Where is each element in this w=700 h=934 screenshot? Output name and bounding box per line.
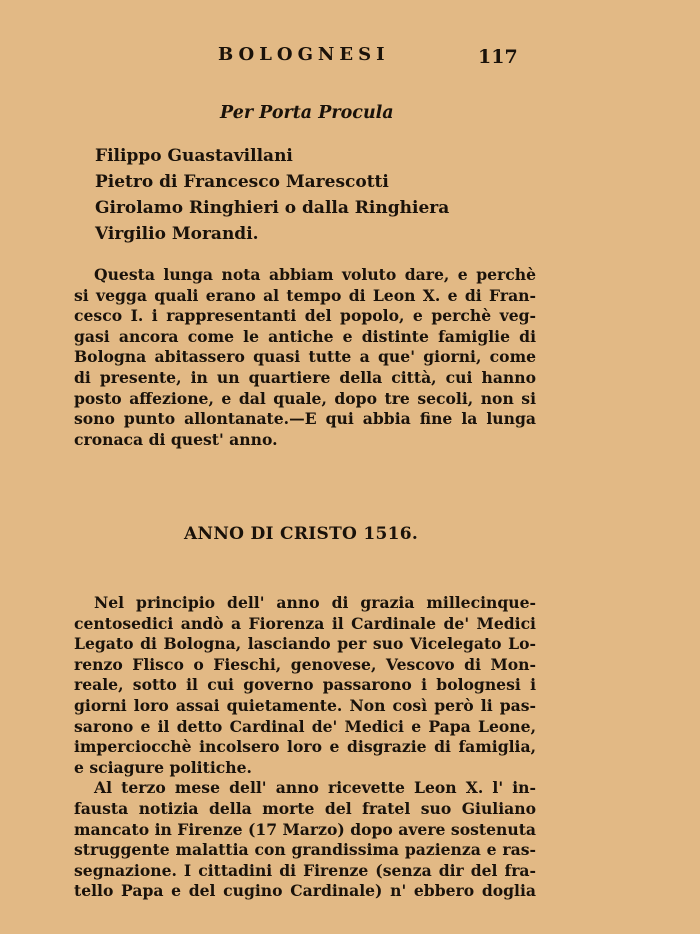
- text-line: sarono e il detto Cardinal de' Medici e Papa Leone,: [74, 716, 536, 736]
- text-line: cronaca di quest' anno.: [74, 429, 278, 449]
- text-line: giorni loro assai quietamente. Non così però li pas-: [74, 695, 536, 715]
- text-line: e sciagure politiche.: [74, 757, 252, 777]
- list-item: Virgilio Morandi.: [95, 224, 259, 244]
- text-line: posto affezione, e dal quale, dopo tre secoli, non si: [74, 388, 536, 408]
- text-line: Nel principio dell' anno di grazia millecinque-: [94, 593, 536, 612]
- text-line: si vegga quali erano al tempo di Leon X. e di Fran-: [74, 285, 536, 305]
- text-line: sono punto allontanate.—E qui abbia fine la lunga: [74, 409, 536, 429]
- text-line: reale, sotto il cui governo passarono i bolognesi i: [74, 675, 536, 695]
- section-heading: Per Porta Procula: [220, 103, 394, 123]
- text-line: Bologna abitassero quasi tutte a que' giorni, come: [74, 347, 536, 367]
- text-line: Al terzo mese dell' anno ricevette Leon X. l' in-: [94, 778, 536, 798]
- text-line: renzo Flisco o Fieschi, genovese, Vescovo di Mon-: [74, 654, 536, 674]
- text-line: Legato di Bologna, lasciando per suo Vicelegato Lo-: [74, 634, 536, 654]
- list-item: Filippo Guastavillani: [95, 146, 293, 166]
- paragraph-closing-note: [74, 265, 536, 450]
- name-list: [95, 143, 449, 247]
- text-line: di presente, in un quartiere della città, cui hanno: [74, 367, 536, 387]
- text-line: struggente malattia con grandissima pazienza e ras-: [74, 840, 536, 860]
- list-item: Girolamo Ringhieri o dalla Ringhiera: [95, 198, 450, 218]
- text-line: fausta notizia della morte del fratel suo Giuliano: [74, 798, 536, 818]
- text-line: Questa lunga nota abbiam voluto dare, e perchè: [94, 265, 536, 284]
- text-line: mancato in Firenze (17 Marzo) dopo avere sostenuta: [74, 819, 536, 839]
- text-line: centosedici andò a Fiorenza il Cardinale de' Medici: [74, 613, 536, 633]
- text-line: imperciocchè incolsero loro e disgrazie di famiglia,: [74, 737, 536, 757]
- running-head: BOLOGNESI: [218, 44, 390, 65]
- list-item: Pietro di Francesco Marescotti: [95, 172, 389, 192]
- text-line: gasi ancora come le antiche e distinte famiglie di: [74, 326, 536, 346]
- year-heading: ANNO DI CRISTO 1516.: [184, 524, 419, 544]
- text-line: segnazione. I cittadini di Firenze (senza dir del fra-: [74, 860, 536, 880]
- text-line: cesco I. i rappresentanti del popolo, e perchè veg-: [74, 306, 536, 326]
- text-line: tello Papa e del cugino Cardinale) n' ebbero doglia: [74, 881, 536, 901]
- paragraph-year-1516: [74, 593, 536, 902]
- page-number: 117: [478, 46, 518, 68]
